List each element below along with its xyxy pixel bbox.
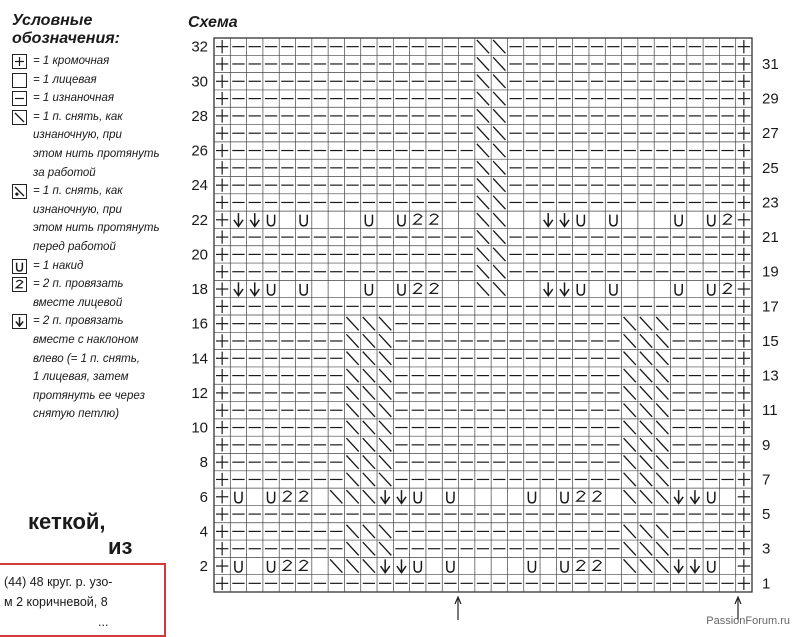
row-number-left: 14 — [191, 350, 208, 368]
legend-text-line: = 1 накид — [33, 259, 84, 272]
repeat-start-arrow — [455, 597, 461, 620]
legend-text-line: 1 лицевая, затем — [33, 371, 129, 384]
row-number-left: 26 — [191, 142, 208, 160]
row-number-right: 5 — [762, 506, 771, 524]
row-number-right: 19 — [762, 263, 779, 281]
row-number-right: 9 — [762, 436, 771, 454]
row-number-left: 18 — [191, 281, 208, 299]
row-number-right: 27 — [762, 125, 779, 143]
legend-text-line: изнаночную, при — [33, 129, 122, 142]
legend-text-line: влево (= 1 п. снять, — [33, 352, 140, 365]
row-number-right: 1 — [762, 575, 771, 593]
legend-text-line: = 1 кромочная — [33, 55, 110, 67]
row-number-right: 21 — [762, 229, 779, 247]
legend-text-line: этом нить протянуть — [33, 147, 160, 160]
article-text-line: (44) 48 круг. р. узо- — [4, 575, 113, 589]
watermark: PassionForum.ru — [706, 615, 790, 627]
article-text — [0, 572, 158, 632]
legend-text-line: снятую петлю) — [33, 408, 120, 421]
legend-text-line: = 2 п. провязать — [33, 278, 124, 291]
scheme-title: Схема — [188, 14, 238, 31]
row-number-left: 28 — [191, 107, 208, 125]
row-number-right: 15 — [762, 332, 779, 350]
row-number-left: 24 — [191, 177, 208, 195]
legend-text-line: изнаночную, при — [33, 203, 122, 216]
row-number-right: 7 — [762, 471, 771, 489]
row-number-right: 17 — [762, 298, 779, 316]
row-number-left: 30 — [191, 73, 208, 91]
legend-text-line: = 1 п. снять, как — [33, 110, 123, 123]
row-number-right: 3 — [762, 540, 771, 558]
article-title-line: кеткой, — [28, 509, 106, 534]
legend-text-line: = 1 изнаночная — [33, 92, 114, 105]
legend-text-line: = 1 лицевая — [33, 73, 97, 86]
legend-title-line: Условные — [12, 12, 93, 29]
legend-text-line: = 1 п. снять, как — [33, 185, 123, 198]
chart-grid — [214, 38, 752, 592]
article-text-line: ... — [98, 615, 109, 629]
row-number-left: 32 — [191, 38, 208, 56]
row-number-left: 22 — [191, 211, 208, 229]
legend-text-line: этом нить протянуть — [33, 222, 160, 235]
row-number-right: 29 — [762, 90, 779, 108]
legend-text-line: вместе лицевой — [33, 296, 123, 309]
legend-text-line: вместе с наклоном — [33, 333, 139, 346]
row-number-right: 11 — [762, 402, 778, 420]
legend-text-line: за работой — [33, 166, 96, 179]
legend-text-line: = 2 п. провязать — [33, 315, 124, 328]
row-number-right: 13 — [762, 367, 779, 385]
row-number-left: 20 — [191, 246, 208, 264]
article-title-line: из — [108, 534, 133, 559]
article-title — [0, 509, 132, 559]
row-number-left: 4 — [199, 523, 208, 541]
row-number-left: 8 — [199, 454, 208, 472]
row-number-left: 12 — [191, 384, 208, 402]
row-number-right: 25 — [762, 159, 779, 177]
row-number-left: 2 — [199, 558, 208, 576]
row-number-left: 6 — [199, 488, 208, 506]
row-number-left: 10 — [191, 419, 208, 437]
legend-title-line: обозначения: — [12, 30, 120, 47]
legend-text-line: перед работой — [33, 240, 116, 253]
row-number-right: 23 — [762, 194, 779, 212]
legend-text-line: протянуть ее через — [33, 389, 145, 402]
row-number-left: 16 — [191, 315, 208, 333]
row-number-right: 31 — [762, 55, 779, 73]
article-text-line: м 2 коричневой, 8 — [4, 595, 108, 609]
